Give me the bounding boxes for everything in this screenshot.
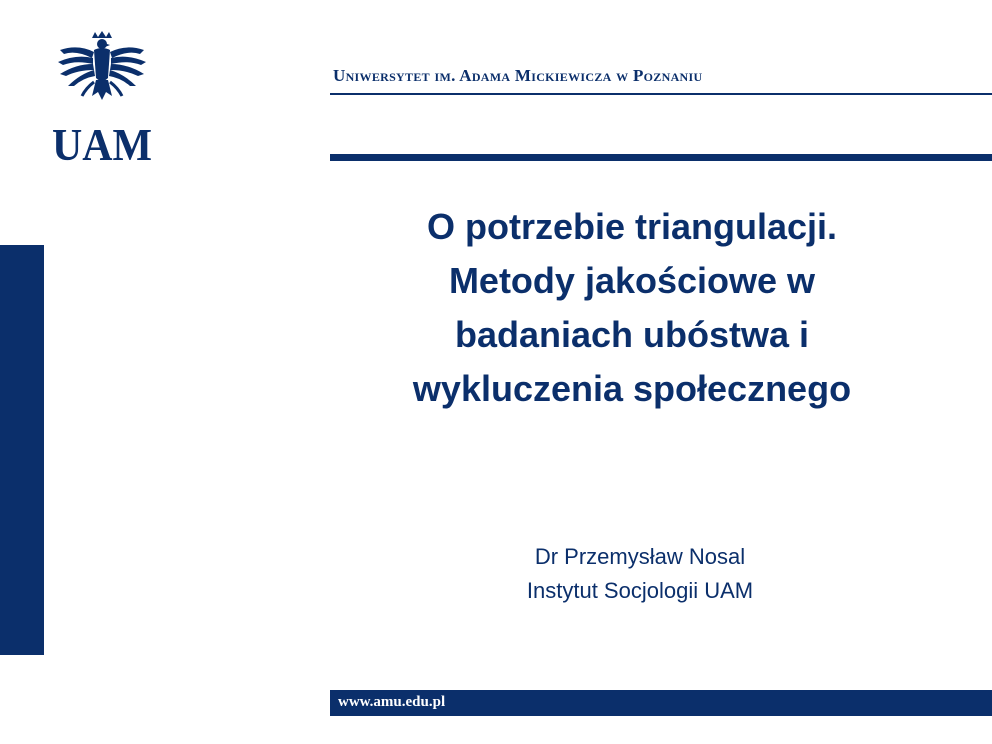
footer-bar (330, 690, 992, 716)
author-affiliation: Instytut Socjologii UAM (526, 578, 754, 603)
eagle-emblem-icon (58, 31, 146, 100)
author-block (330, 540, 950, 608)
header-divider-thin (330, 93, 992, 95)
slide-title-line: Metody jakościowe w (448, 260, 816, 301)
university-name: Uniwersytet im. Adama Mickiewicza w Poznaniu (333, 66, 703, 85)
uam-logo (48, 30, 156, 166)
footer-url-link[interactable]: www.amu.edu.pl (338, 694, 446, 710)
slide-title (330, 200, 934, 416)
logo-lettering: UAM (52, 119, 152, 166)
left-accent-bar (0, 245, 44, 655)
slide-title-line: badaniach ubóstwa i (454, 314, 810, 355)
header-divider-thick (330, 154, 992, 161)
author-name: Dr Przemysław Nosal (534, 544, 746, 569)
slide-title-line: wykluczenia społecznego (412, 368, 852, 409)
slide-title-line: O potrzebie triangulacji. (426, 206, 838, 247)
